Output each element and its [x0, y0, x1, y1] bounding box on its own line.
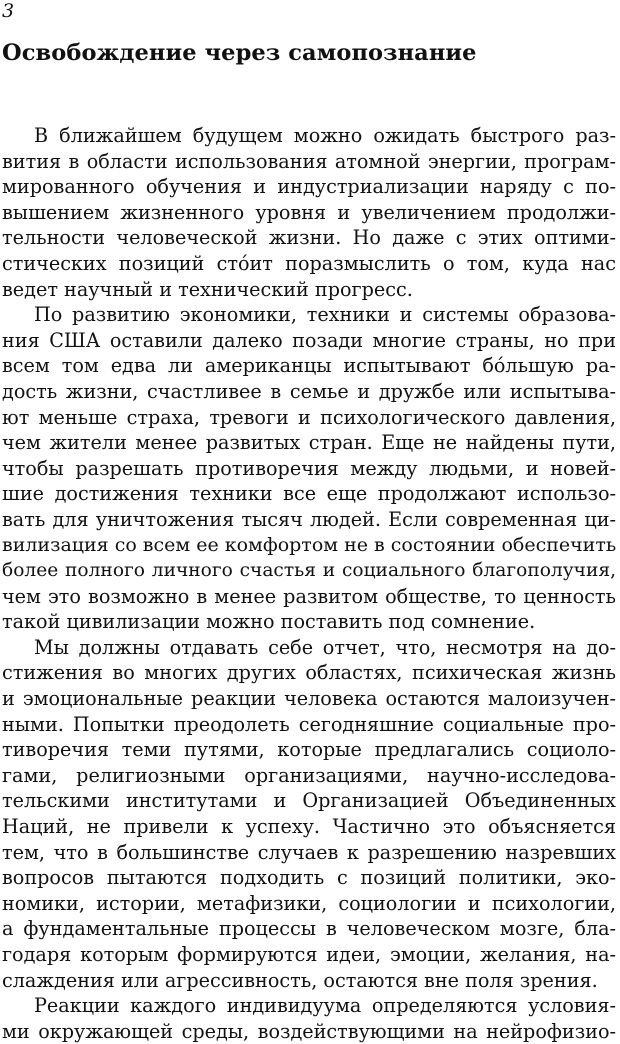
text-line: тельскими институтами и Организацией Объединенных: [2, 789, 616, 813]
text-line: дость жизни, счастливее в семье и дружбе или испытыва-: [2, 379, 616, 403]
text-line: мированного обучения и индустриализации наряду с по-: [2, 175, 616, 199]
text-line: вать для уничтожения тысяч людей. Если современная ци-: [2, 507, 616, 531]
text-line: ными. Попытки преодолеть сегодняшние социальные про-: [2, 712, 616, 736]
text-line: и эмоциональные реакции человека остаются малоизучен-: [2, 687, 616, 711]
text-line: В ближайшем будущем можно ожидать быстрого раз-: [34, 124, 616, 147]
text-line: ют меньше страха, тревоги и психологического давления,: [2, 405, 616, 429]
text-line: чем жители менее развитых стран. Еще не найдены пути,: [2, 431, 616, 455]
text-line: стических позиций сто́ит поразмыслить о том, куда нас: [2, 251, 616, 275]
text-line: Мы должны отдавать себе отчет, что, несмотря на до-: [34, 635, 616, 659]
body-text: [2, 123, 616, 1044]
text-line: стижения во многих других областях, психическая жизнь: [2, 661, 616, 685]
text-line: всем том едва ли американцы испытывают бо́льшую ра-: [2, 354, 616, 378]
paragraph: [2, 302, 616, 635]
text-line: номики, истории, метафизики, социологии и психологии,: [2, 891, 616, 915]
text-line: вилизация со всем ее комфортом не в состоянии обеспечить: [2, 533, 617, 556]
text-line: ми окружающей среды, воздействующими на нейрофизио-: [2, 1019, 616, 1043]
text-line: вопросов пытаются подходить с позиций политики, эко-: [2, 866, 616, 890]
paragraph: [2, 635, 616, 993]
paragraph: [2, 123, 616, 302]
text-line: чем это возможно в менее развитом обществе, то ценность: [2, 584, 616, 608]
paragraph: [2, 993, 616, 1044]
text-line: а фундаментальные процессы в человеческом мозге, бла-: [2, 917, 616, 941]
text-line: более полного личного счастья и социального благополучия,: [2, 560, 616, 582]
text-line: гами, религиозными организациями, научно-исследова-: [2, 763, 616, 787]
text-line: шие достижения техники все еще продолжают использо-: [2, 482, 616, 506]
page-number: 3: [2, 0, 15, 22]
text-line: чтобы разрешать противоречия между людьми, и новей-: [2, 456, 616, 480]
text-line: годаря которым формируются идеи, эмоции, желания, на-: [2, 943, 616, 966]
text-line: тельности человеческой жизни. Но даже с этих оптими-: [2, 226, 616, 250]
text-line: тиворечия теми путями, которые предлагались социоло-: [2, 738, 616, 762]
text-line: такой цивилизации можно поставить под сомнение.: [2, 610, 536, 634]
text-line: По развитию экономики, техники и системы образова-: [34, 303, 616, 327]
text-line: ния США оставили далеко позади многие страны, но при: [2, 328, 616, 352]
text-line: Реакции каждого индивидуума определяются условия-: [34, 994, 616, 1018]
chapter-title: Освобождение через самопознание: [2, 40, 477, 66]
text-line: тем, что в большинстве случаев к разрешению назревших: [2, 840, 616, 864]
text-line: вышением жизненного уровня и увеличением продолжи-: [2, 200, 616, 224]
text-line: слаждения или агрессивность, остаются вне поля зрения.: [2, 968, 598, 992]
text-line: Наций, не привели к успеху. Частично это объясняется: [2, 815, 616, 839]
text-line: вития в области использования атомной энергии, програм-: [2, 149, 616, 173]
text-line: ведет научный и технический прогресс.: [2, 277, 413, 301]
